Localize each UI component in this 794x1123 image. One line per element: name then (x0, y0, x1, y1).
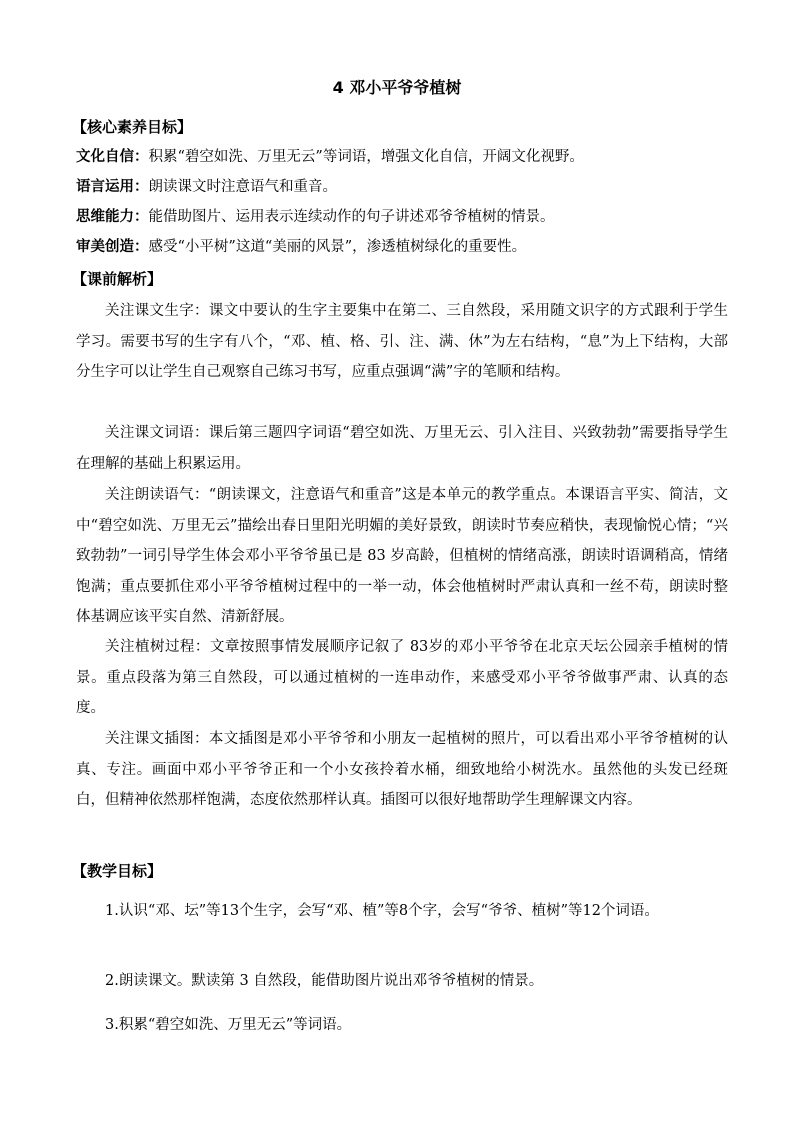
teaching-objective-3: 3.积累“碧空如洗、万里无云”等词语。 (105, 1017, 352, 1033)
section-heading-core-goals: 【核心素养目标】 (72, 118, 193, 136)
core-goal-text: 朗读课文时注意语气和重音。 (148, 179, 337, 195)
teaching-objective-2: 2.朗读课文。默读第 3 自然段，能借助图片说出邓爷爷植树的情景。 (105, 973, 544, 989)
core-goal-thinking (76, 206, 726, 228)
analysis-paragraph-characters: 关注课文生字：课文中要认的生字主要集中在第二、三自然段，采用随文识字的方式跟利于学生学习。需要书写的生字有八个，“邓、植、格、引、注、满、休”为左右结构，“息”为上下结构，大部分生字可以让学生自己观察自己练习书写，应重点强调“满”字的笔顺和结构。 (76, 303, 728, 380)
analysis-paragraph-illustration: 关注课文插图：本文插图是邓小平爷爷和小朋友一起植树的照片，可以看出邓小平爷爷植树的认真、专注。画面中邓小平爷爷正和一个小女孩拎着水桶，细致地给小树洗水。虽然他的头发已经斑白，但精神依然那样饱满，态度依然那样认真。插图可以很好地帮助学生理解课文内容。 (76, 731, 728, 808)
core-goal-text: 感受“小平树”这道“美丽的风景”，渗透植树绿化的重要性。 (148, 239, 527, 255)
core-goal-label: 文化自信： (76, 149, 149, 165)
teaching-objective-1: 1.认识“邓、坛”等13个生字，会写“邓、植”等8个字，会写“爷爷、植树”等12个词语。 (105, 903, 659, 919)
core-goal-label: 思维能力： (76, 209, 149, 225)
core-goal-language (76, 176, 726, 198)
core-goal-text: 积累“碧空如洗、万里无云”等词语，增强文化自信，开阔文化视野。 (148, 149, 584, 165)
page-title: 4 邓小平爷爷植树 (332, 78, 462, 97)
section-heading-teaching-goals: 【教学目标】 (72, 862, 163, 880)
core-goal-aesthetic (76, 236, 726, 258)
core-goal-culture (76, 146, 726, 168)
section-heading-analysis: 【课前解析】 (72, 270, 163, 288)
analysis-paragraph-words: 关注课文词语：课后第三题四字词语“碧空如洗、万里无云、引入注目、兴致勃勃”需要指导学生在理解的基础上积累运用。 (76, 425, 728, 472)
core-goal-label: 语言运用： (76, 179, 149, 195)
analysis-paragraph-process: 关注植树过程：文章按照事情发展顺序记叙了 83岁的邓小平爷爷在北京天坛公园亲手植树的情景。重点段落为第三自然段，可以通过植树的一连串动作，来感受邓小平爷爷做事严肃、认真的态度。 (76, 639, 728, 716)
analysis-paragraph-reading: 关注朗读语气：“朗读课文，注意语气和重音”这是本单元的教学重点。本课语言平实、简洁，文中“碧空如洗、万里无云”描绘出春日里阳光明媚的美好景致，朗读时节奏应稍快，表现愉悦心情；“兴致勃勃”一词引导学生体会邓小平爷爷虽已是 83 岁高龄，但植树的情绪高涨，朗读时语调稍高，情绪饱满；重点要抓住邓小平爷爷植树过程中的一举一动，体会他植树时严肃认真和一丝不苟，朗读时整体基调应该平实自然、清新舒展。 (76, 487, 728, 625)
core-goal-text: 能借助图片、运用表示连续动作的句子讲述邓爷爷植树的情景。 (148, 209, 555, 225)
core-goal-label: 审美创造： (76, 239, 149, 255)
